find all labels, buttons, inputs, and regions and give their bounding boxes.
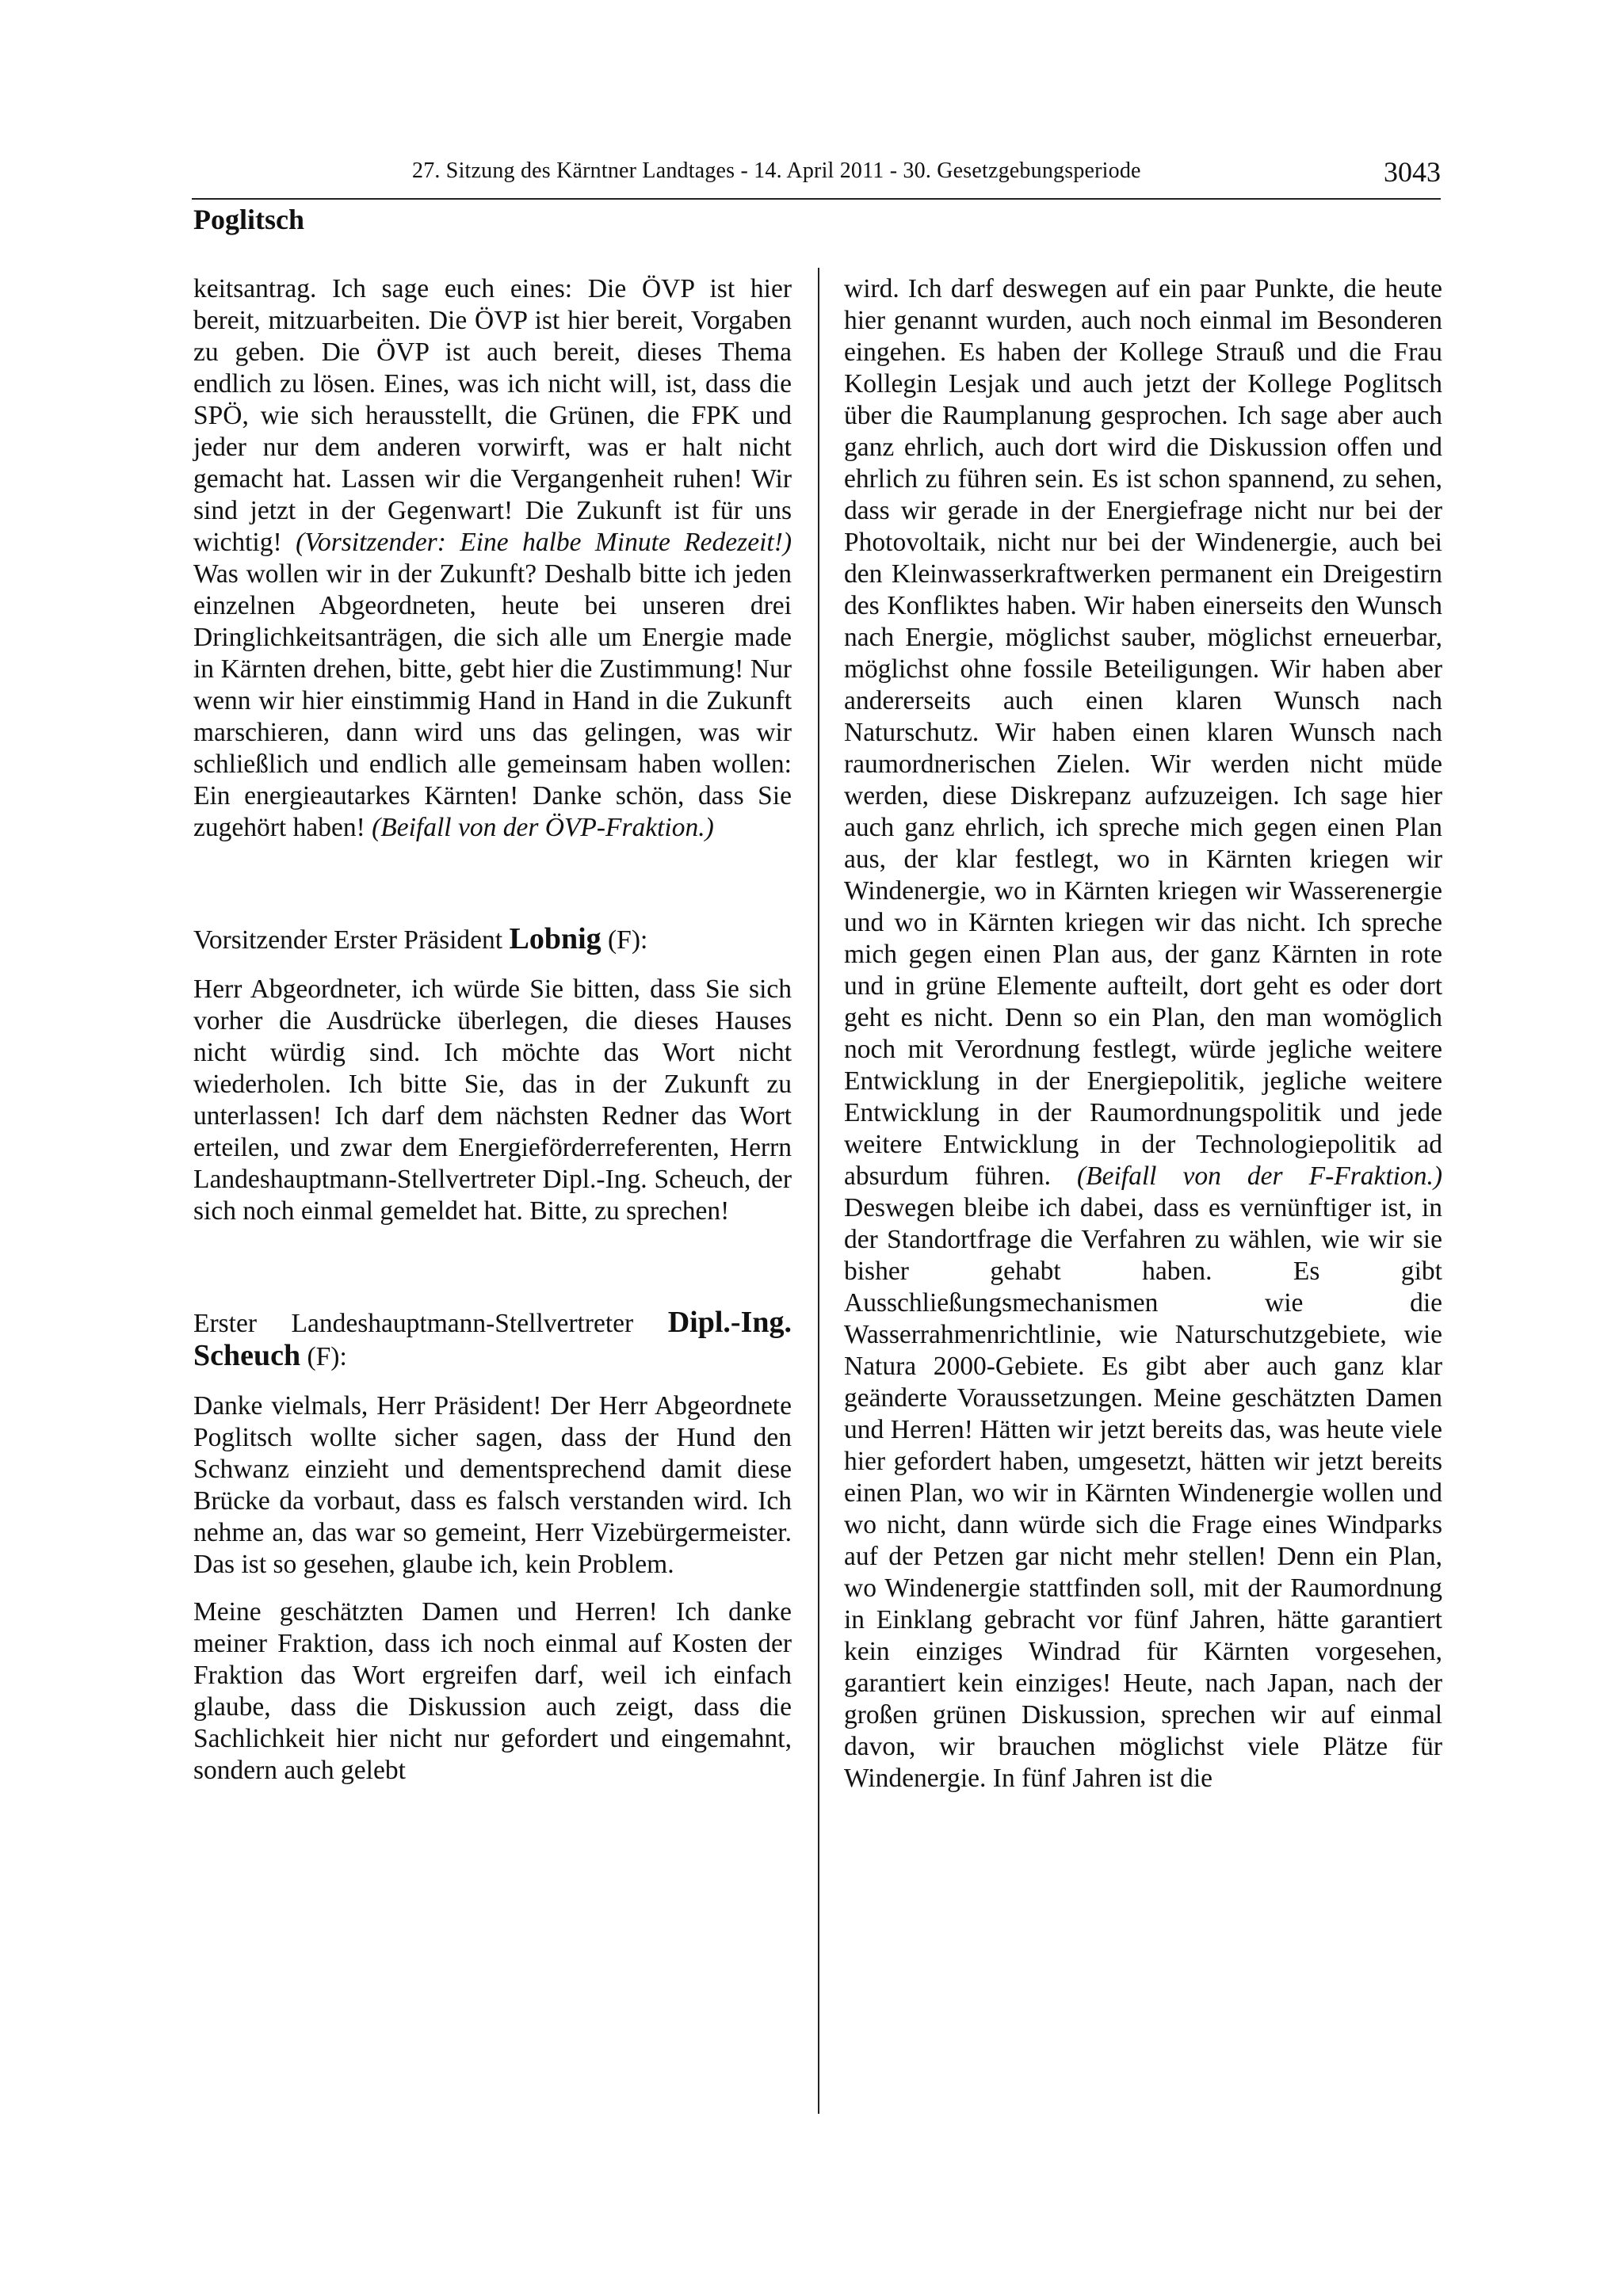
speaker-heading — [193, 923, 792, 956]
text: Was wollen wir in der Zukunft? Deshalb bitte ich jeden einzelnen Abgeordneten, heute bei unseren drei Dringlichkeitsanträgen, die sich alle um Energie made in Kärnten drehen, bitte, gebt hier die Zustimmung! Nur wenn wir hier einstimmig Hand in Hand in die Zukunft marschieren, dann wird uns das gelingen, was wir schließlich und endlich alle gemeinsam haben wollen: Ein energieautarkes Kärnten! Danke schön, dass Sie zugehört haben! — [193, 559, 792, 842]
text: Deswegen bleibe ich dabei, dass es vernünftiger ist, in der Standortfrage die Verfahren zu wählen, wie wir sie bisher gehabt haben. Es gibt Ausschließungsmechanismen wie die Wasserrahmenrichtlinie, wie Naturschutzgebiete, wie Natura 2000-Gebiete. Es gibt aber auch ganz klar geänderte Voraussetzungen. Meine geschätzten Damen und Herren! Hätten wir jetzt bereits das, was heute viele hier gefordert haben, umgesetzt, hätten wir jetzt bereits einen Plan, wo wir in Kärnten Windenergie wollen und wo nicht, dann würde sich die Frage eines Windparks auf der Petzen gar nicht mehr stellen! Denn ein Plan, wo Windenergie stattfinden soll, mit der Raumordnung in Einklang gebracht vor fünf Jahren, hätte garantiert kein einziges Windrad für Kärnten vorgesehen, garantiert kein einziges! Heute, nach Japan, nach der großen grünen Diskussion, sprechen wir auf einmal davon, wir brauchen möglichst viele Plätze für Windenergie. In fünf Jahren ist die — [844, 1193, 1442, 1793]
spacer — [193, 1243, 792, 1306]
speaker-name: Dipl.-Ing. Scheuch — [193, 1306, 792, 1372]
header-rule — [192, 198, 1441, 200]
left-column — [193, 273, 792, 1802]
speaker-name: Lobnig — [509, 922, 601, 955]
interjection: (Beifall von der ÖVP-Fraktion.) — [372, 813, 714, 842]
text: keitsantrag. Ich sage euch eines: Die ÖVP ist hier bereit, mitzuarbeiten. Die ÖVP ist hier bereit, Vorgaben zu geben. Die ÖVP ist auch bereit, dieses Thema endlich zu lösen. Eines, was ich nicht will, ist, dass die SPÖ, wie sich herausstellt, die Grünen, die FPK und jeder nur dem anderen vorwirft, was er halt nicht gemacht hat. Lassen wir die Vergangenheit ruhen! Wir sind jetzt in der Gegenwart! Die Zukunft ist für uns wichtig! — [193, 274, 792, 557]
paragraph: Danke vielmals, Herr Präsident! Der Herr Abgeordnete Poglitsch wollte sicher sagen, dass der Hund den Schwanz einzieht und dementsprechend damit diese Brücke da vorbaut, dass es falsch verstanden wird. Ich nehme an, das war so gemeint, Herr Vizebürgermeister. Das ist so gesehen, glaube ich, kein Problem. — [193, 1391, 792, 1579]
speaker-role: Erster Landeshauptmann-Stellvertreter — [193, 1309, 634, 1338]
column-divider — [818, 268, 819, 2114]
speaker-party: (F): — [608, 925, 648, 955]
speaker-heading — [193, 1306, 792, 1373]
spacer — [193, 860, 792, 923]
paragraph: Meine geschätzten Damen und Herren! Ich danke meiner Fraktion, dass ich noch einmal auf Kosten der Fraktion das Wort ergreifen darf, weil ich einfach glaube, dass die Diskussion auch zeigt, dass die Sachlichkeit hier nicht nur gefordert und eingemahnt, sondern auch gelebt — [193, 1597, 792, 1785]
interjection: (Vorsitzender: Eine halbe Minute Redezeit!) — [296, 528, 792, 557]
running-header: 27. Sitzung des Kärntner Landtages - 14. April 2011 - 30. Gesetzgebungsperiode — [412, 158, 1141, 183]
speaker-party: (F): — [307, 1342, 347, 1371]
paragraph — [844, 273, 1442, 1794]
text: wird. Ich darf deswegen auf ein paar Punkte, die heute hier genannt wurden, auch noch einmal im Besonderen eingehen. Es haben der Kollege Strauß und die Frau Kollegin Lesjak und auch jetzt der Kollege Poglitsch über die Raumplanung gesprochen. Ich sage aber auch ganz ehrlich, auch dort wird die Diskussion offen und ehrlich zu führen sein. Es ist schon spannend, zu sehen, dass wir gerade in der Energiefrage nicht nur bei der Photovoltaik, nicht nur bei der Windenergie, auch bei den Kleinwasserkraftwerken permanent ein Dreigestirn des Konfliktes haben. Wir haben einerseits den Wunsch nach Energie, möglichst sauber, möglichst erneuerbar, möglichst ohne fossile Beteiligungen. Wir haben aber andererseits auch einen klaren Wunsch nach Naturschutz. Wir haben einen klaren Wunsch nach raumordnerischen Zielen. Wir werden nicht müde werden, diese Diskrepanz aufzuzeigen. Ich sage hier auch ganz ehrlich, ich spreche mich gegen einen Plan aus, der klar festlegt, wo in Kärnten kriegen wir Windenergie, wo in Kärnten kriegen wir Wasserenergie und wo in Kärnten kriegen wir das nicht. Ich spreche mich gegen einen Plan aus, der ganz Kärnten in rote und in grüne Elemente aufteilt, dort geht es oder dort geht es nicht. Denn so ein Plan, den man womöglich noch mit Verordnung festlegt, würde jegliche weitere Entwicklung in der Energiepolitik, jegliche weitere Entwicklung in der Raumordnungspolitik und jede weitere Entwicklung in der Technologiepolitik ad absurdum führen. — [844, 274, 1442, 1191]
paragraph: Herr Abgeordneter, ich würde Sie bitten, dass Sie sich vorher die Ausdrücke überlegen, die dieses Hauses nicht würdig sind. Ich möchte das Wort nicht wiederholen. Ich bitte Sie, das in der Zukunft zu unterlassen! Ich darf dem nächsten Redner das Wort erteilen, und zwar dem Energieförderreferenten, Herrn Landeshauptmann-Stellvertreter Dipl.-Ing. Scheuch, der sich noch einmal gemeldet hat. Bitte, zu sprechen! — [193, 974, 792, 1226]
speaker-role: Vorsitzender Erster Präsident — [193, 925, 503, 955]
right-column — [844, 273, 1442, 1810]
interjection: (Beifall von der F-Fraktion.) — [1077, 1161, 1442, 1191]
speaker-header: Poglitsch — [193, 204, 304, 235]
paragraph — [193, 273, 792, 844]
page-number: 3043 — [1384, 156, 1441, 188]
